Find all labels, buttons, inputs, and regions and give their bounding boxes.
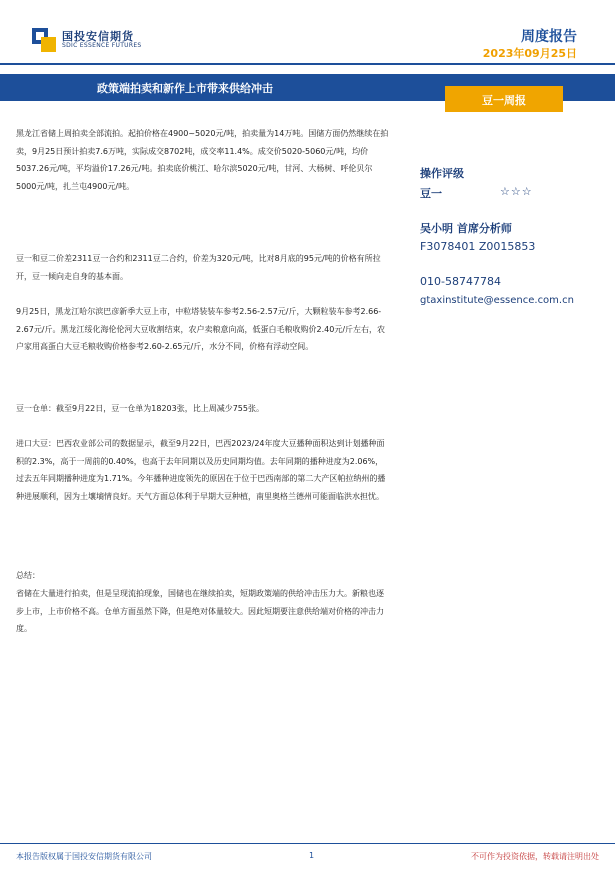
paragraph-summary: 省储在大量进行拍卖，但是呈现流拍现象，国储也在继续拍卖，短期政策端的供给冲击压力大。新粮也逐步上市，上市价格不高。仓单方面虽然下降，但是绝对体量较大。因此短期要注意供给端对价格的冲击力度。 (16, 589, 384, 633)
report-title: 政策端拍卖和新作上市带来供给冲击 (97, 82, 273, 95)
rating-item: 豆一 (420, 187, 442, 200)
logo-english-name: SDIC ESSENCE FUTURES (62, 42, 142, 49)
paragraph-warehouse-receipts: 豆一仓单：截至9月22日，豆一仓单为18203张，比上周减少755张。 (16, 404, 264, 413)
summary-label: 总结： (16, 571, 40, 580)
analyst-license: F3078401 Z0015853 (420, 240, 536, 253)
paragraph-imported-soybean: 进口大豆：巴西农业部公司的数据显示，截至9月22日，巴西2023/24年度大豆播种面积达到计划播种面积的2.3%，高于一周前的0.40%，也高于去年同期以及历史同期均值。去年同期的播种进度为2.06%，过去五年同期播种进度为1.71%。今年播种进度领先的原因在于位于巴西南部的第二大产区帕拉纳州的播种进展顺利，因为土壤墒情良好。天气方面总体利于早期大豆种植，南里奥格兰德州可能面临洪水担忧。 (16, 439, 386, 501)
paragraph-spread: 豆一和豆二价差2311豆一合约和2311豆二合约，价差为320元/吨，比对8月底的95元/吨的价格有所拉开，豆一倾向走自身的基本面。 (16, 254, 381, 281)
rating-label: 操作评级 (420, 167, 464, 180)
page-number: 1 (309, 851, 315, 860)
report-date: 2023年09月25日 (482, 47, 577, 60)
paragraph-spot-market: 9月25日，黑龙江哈尔滨巴彦新季大豆上市，中粒塔装装车参考2.56-2.57元/斤，大颗粒装车参考2.66-2.67元/斤。黑龙江绥化海伦伦河大豆收割结束，农户卖粮意向高，低蛋白毛粮收购价2.40元/斤左右，农户家用高蛋白大豆毛粮收购价格参考2.60-2.65元/斤，水分不同，价格有浮动空间。 (16, 307, 386, 351)
logo-chinese-name: 国投安信期货 (62, 30, 134, 43)
rating-stars: ☆☆☆ (500, 185, 533, 198)
report-tag: 豆一周报 (482, 94, 526, 107)
footer-disclaimer: 不可作为投资依据，转载请注明出处 (471, 852, 599, 861)
footer-copyright: 本报告版权属于国投安信期货有限公司 (16, 852, 152, 861)
contact-email: gtaxinstitute@essence.com.cn (420, 295, 574, 306)
footer-divider (0, 843, 615, 844)
header-divider (0, 63, 615, 65)
analyst-name: 吴小明 首席分析师 (420, 222, 512, 235)
company-logo (32, 28, 56, 52)
contact-phone: 010-58747784 (420, 275, 501, 288)
report-type: 周度报告 (521, 29, 577, 45)
paragraph-provincial-auction: 黑龙江省储上周拍卖全部流拍。起拍价格在4900~5020元/吨，拍卖量为14万吨。国储方面仍然继续在拍卖，9月25日预计拍卖7.6万吨，实际成交8702吨，成交率11.4%。成交价5020-5060元/吨，均价5037.26元/吨，平均溢价17.26元/吨。拍卖底价桃江、哈尔滨5020元/吨，甘河、大杨树、呼伦贝尔5000元/吨，扎兰屯4900元/吨。 (16, 129, 389, 191)
